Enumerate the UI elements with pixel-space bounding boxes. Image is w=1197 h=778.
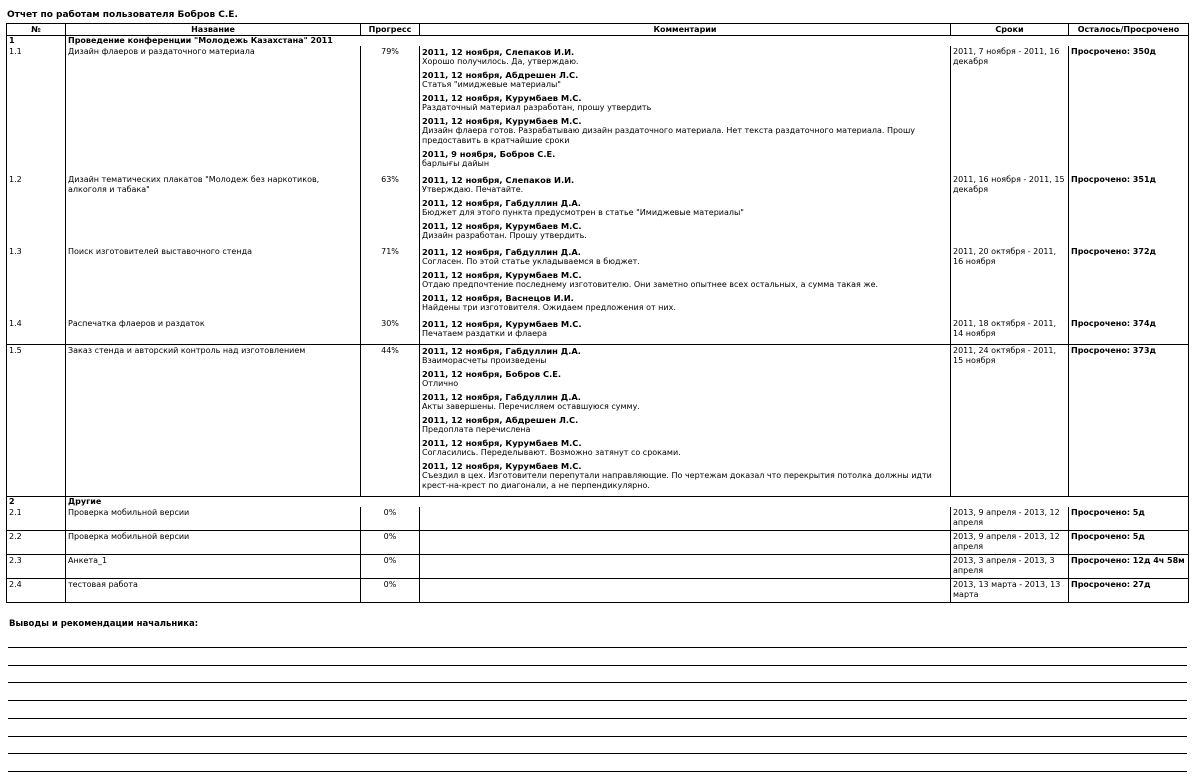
task-comments bbox=[420, 174, 951, 246]
task-name: Поиск изготовителей выставочного стенда bbox=[66, 246, 361, 318]
comment-author-date: 2011, 12 ноября, Курумбаев М.С. bbox=[422, 319, 582, 329]
task-progress: 0% bbox=[361, 579, 420, 603]
report-table bbox=[6, 23, 1189, 603]
comment bbox=[422, 415, 948, 435]
comment bbox=[422, 93, 948, 113]
comment bbox=[422, 198, 948, 218]
task-name: Распечатка флаеров и раздаток bbox=[66, 318, 361, 345]
recommendation-line bbox=[8, 736, 1187, 737]
comment-text: Акты завершены. Перечисляем оставшуюся сумму. bbox=[422, 402, 640, 411]
task-row bbox=[7, 507, 1189, 531]
task-row bbox=[7, 174, 1189, 246]
comment-text: Печатаем раздатки и флаера bbox=[422, 329, 548, 338]
comment-author-date: 2011, 12 ноября, Габдуллин Д.А. bbox=[422, 346, 581, 356]
task-status: Просрочено: 12д 4ч 58м bbox=[1069, 555, 1189, 579]
task-row bbox=[7, 555, 1189, 579]
comment-text: Дизайн флаера готов. Разрабатываю дизайн раздаточного материала. Нет текста раздаточного материала. Прошу предоставить в кратчайшие сроки bbox=[422, 126, 915, 145]
comment-author-date: 2011, 12 ноября, Габдуллин Д.А. bbox=[422, 198, 581, 208]
report-title: Отчет по работам пользователя Бобров С.Е. bbox=[7, 10, 238, 20]
recommendation-line bbox=[8, 682, 1187, 683]
task-dates: 2011, 18 октября - 2011, 14 ноября bbox=[951, 318, 1069, 345]
comment bbox=[422, 319, 948, 339]
comment-author-date: 2011, 12 ноября, Курумбаев М.С. bbox=[422, 93, 582, 103]
recommendation-line bbox=[8, 753, 1187, 754]
task-row bbox=[7, 46, 1189, 174]
comment bbox=[422, 149, 948, 169]
comment-author-date: 2011, 9 ноября, Бобров С.Е. bbox=[422, 149, 556, 159]
comment-text: барлығы дайын bbox=[422, 159, 490, 168]
group-name: Другие bbox=[66, 497, 1189, 508]
col-dates: Сроки bbox=[951, 24, 1069, 36]
comment bbox=[422, 346, 948, 366]
task-status: Просрочено: 374д bbox=[1069, 318, 1189, 345]
comment bbox=[422, 461, 948, 491]
comment-text: Найдены три изготовителя. Ожидаем предложения от них. bbox=[422, 303, 676, 312]
comment bbox=[422, 47, 948, 67]
task-dates: 2011, 7 ноября - 2011, 16 декабря bbox=[951, 46, 1069, 174]
task-row bbox=[7, 579, 1189, 603]
comment bbox=[422, 392, 948, 412]
group-number: 2 bbox=[7, 497, 66, 508]
comment-text: Раздаточный материал разработан, прошу утвердить bbox=[422, 103, 652, 112]
comment-author-date: 2011, 12 ноября, Абдрешен Л.С. bbox=[422, 70, 579, 80]
comment-text: Съездил в цех. Изготовители перепутали направляющие. По чертежам доказал что перекрытия потолка должны идти крест-на-крест по диагонали, а не перпендикулярно. bbox=[422, 471, 932, 490]
task-dates: 2011, 24 октября - 2011, 15 ноября bbox=[951, 345, 1069, 497]
group-number: 1 bbox=[7, 36, 66, 47]
task-name: Заказ стенда и авторский контроль над изготовлением bbox=[66, 345, 361, 497]
comment-author-date: 2011, 12 ноября, Абдрешен Л.С. bbox=[422, 415, 579, 425]
task-number: 2.2 bbox=[7, 531, 66, 555]
task-status: Просрочено: 373д bbox=[1069, 345, 1189, 497]
comment-text: Отдаю предпочтение последнему изготовителю. Они заметно опытнее всех остальных, а сумма такая же. bbox=[422, 280, 879, 289]
task-row bbox=[7, 531, 1189, 555]
comment-author-date: 2011, 12 ноября, Васнецов И.И. bbox=[422, 293, 574, 303]
group-name: Проведение конференции "Молодежь Казахстана" 2011 bbox=[66, 36, 1189, 47]
comment-text: Согласились. Переделывают. Возможно затянут со сроками. bbox=[422, 448, 681, 457]
task-status: Просрочено: 372д bbox=[1069, 246, 1189, 318]
task-status: Просрочено: 350д bbox=[1069, 46, 1189, 174]
comment-author-date: 2011, 12 ноября, Курумбаев М.С. bbox=[422, 461, 582, 471]
comment-author-date: 2011, 12 ноября, Слепаков И.И. bbox=[422, 175, 575, 185]
task-number: 1.5 bbox=[7, 345, 66, 497]
task-progress: 44% bbox=[361, 345, 420, 497]
task-progress: 30% bbox=[361, 318, 420, 345]
comment-author-date: 2011, 12 ноября, Слепаков И.И. bbox=[422, 47, 575, 57]
task-dates: 2011, 16 ноября - 2011, 15 декабря bbox=[951, 174, 1069, 246]
task-status: Просрочено: 27д bbox=[1069, 579, 1189, 603]
comment bbox=[422, 221, 948, 241]
task-dates: 2013, 9 апреля - 2013, 12 апреля bbox=[951, 507, 1069, 531]
group-row bbox=[7, 36, 1189, 47]
task-name: Дизайн флаеров и раздаточного материала bbox=[66, 46, 361, 174]
comment-text: Статья "имиджевые материалы" bbox=[422, 80, 561, 89]
comment-text: Отлично bbox=[422, 379, 459, 388]
comment bbox=[422, 247, 948, 267]
col-status: Осталось/Просрочено bbox=[1069, 24, 1189, 36]
comment-text: Дизайн разработан. Прошу утвердить. bbox=[422, 231, 587, 240]
task-dates: 2011, 20 октября - 2011, 16 ноября bbox=[951, 246, 1069, 318]
task-row bbox=[7, 345, 1189, 497]
comment-text: Согласен. По этой статье укладываемся в бюджет. bbox=[422, 257, 640, 266]
task-comments bbox=[420, 46, 951, 174]
comment bbox=[422, 116, 948, 146]
task-row bbox=[7, 246, 1189, 318]
task-number: 1.1 bbox=[7, 46, 66, 174]
comment bbox=[422, 70, 948, 90]
comment-author-date: 2011, 12 ноября, Габдуллин Д.А. bbox=[422, 392, 581, 402]
task-name: Проверка мобильной версии bbox=[66, 531, 361, 555]
task-comments bbox=[420, 318, 951, 345]
comment-author-date: 2011, 12 ноября, Габдуллин Д.А. bbox=[422, 247, 581, 257]
task-progress: 0% bbox=[361, 555, 420, 579]
task-number: 2.3 bbox=[7, 555, 66, 579]
task-comments bbox=[420, 531, 951, 555]
task-status: Просрочено: 5д bbox=[1069, 531, 1189, 555]
col-number: № bbox=[7, 24, 66, 36]
comment-author-date: 2011, 12 ноября, Курумбаев М.С. bbox=[422, 438, 582, 448]
col-progress: Прогресс bbox=[361, 24, 420, 36]
comment bbox=[422, 270, 948, 290]
task-number: 2.4 bbox=[7, 579, 66, 603]
task-status: Просрочено: 5д bbox=[1069, 507, 1189, 531]
task-progress: 0% bbox=[361, 531, 420, 555]
task-row bbox=[7, 318, 1189, 345]
col-comments: Комментарии bbox=[420, 24, 951, 36]
comment bbox=[422, 438, 948, 458]
comment-text: Хорошо получилось. Да, утверждаю. bbox=[422, 57, 579, 66]
comment-author-date: 2011, 12 ноября, Курумбаев М.С. bbox=[422, 270, 582, 280]
col-name: Название bbox=[66, 24, 361, 36]
task-dates: 2013, 9 апреля - 2013, 12 апреля bbox=[951, 531, 1069, 555]
task-name: Проверка мобильной версии bbox=[66, 507, 361, 531]
task-status: Просрочено: 351д bbox=[1069, 174, 1189, 246]
report-body bbox=[7, 36, 1189, 603]
comment-author-date: 2011, 12 ноября, Бобров С.Е. bbox=[422, 369, 562, 379]
task-number: 1.4 bbox=[7, 318, 66, 345]
task-number: 1.2 bbox=[7, 174, 66, 246]
comment-author-date: 2011, 12 ноября, Курумбаев М.С. bbox=[422, 221, 582, 231]
comment-text: Утверждаю. Печатайте. bbox=[422, 185, 524, 194]
header-row bbox=[7, 24, 1189, 36]
recommendation-line bbox=[8, 718, 1187, 719]
task-comments bbox=[420, 555, 951, 579]
task-number: 2.1 bbox=[7, 507, 66, 531]
comment-text: Взаиморасчеты произведены bbox=[422, 356, 547, 365]
task-dates: 2013, 13 марта - 2013, 13 марта bbox=[951, 579, 1069, 603]
task-progress: 0% bbox=[361, 507, 420, 531]
task-comments bbox=[420, 507, 951, 531]
comment-author-date: 2011, 12 ноября, Курумбаев М.С. bbox=[422, 116, 582, 126]
comment-text: Предоплата перечислена bbox=[422, 425, 531, 434]
task-comments bbox=[420, 579, 951, 603]
task-name: тестовая работа bbox=[66, 579, 361, 603]
task-progress: 63% bbox=[361, 174, 420, 246]
recommendations-title: Выводы и рекомендации начальника: bbox=[9, 619, 199, 629]
task-comments bbox=[420, 246, 951, 318]
recommendation-line bbox=[8, 771, 1187, 772]
recommendation-line bbox=[8, 700, 1187, 701]
recommendation-line bbox=[8, 665, 1187, 666]
task-progress: 71% bbox=[361, 246, 420, 318]
task-dates: 2013, 3 апреля - 2013, 3 апреля bbox=[951, 555, 1069, 579]
comment bbox=[422, 293, 948, 313]
comment-text: Бюджет для этого пункта предусмотрен в статье "Имиджевые материалы" bbox=[422, 208, 744, 217]
task-name: Дизайн тематических плакатов "Молодеж без наркотиков, алкоголя и табака" bbox=[66, 174, 361, 246]
task-comments bbox=[420, 345, 951, 497]
task-progress: 79% bbox=[361, 46, 420, 174]
recommendation-line bbox=[8, 647, 1187, 648]
comment bbox=[422, 369, 948, 389]
group-row bbox=[7, 497, 1189, 508]
task-name: Анкета_1 bbox=[66, 555, 361, 579]
task-number: 1.3 bbox=[7, 246, 66, 318]
comment bbox=[422, 175, 948, 195]
